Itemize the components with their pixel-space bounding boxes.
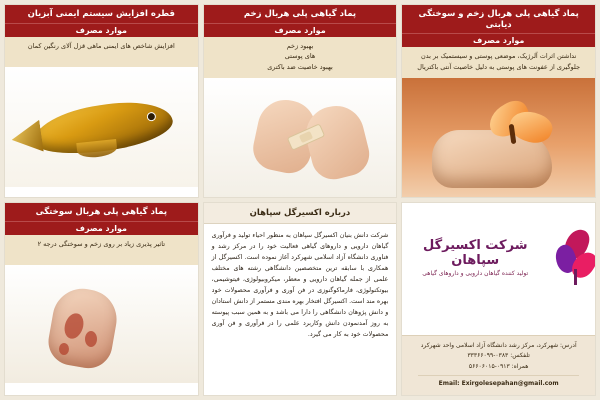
- bullet: های پوستی: [284, 52, 316, 61]
- bottom-row: [4, 202, 596, 396]
- hands-with-bandage-illustration: [204, 78, 397, 198]
- stem-icon: [574, 269, 577, 285]
- card-burnwound-bullets: [402, 47, 595, 78]
- divider: [418, 375, 579, 376]
- golden-fish-illustration: [5, 67, 198, 187]
- top-row: [4, 4, 596, 198]
- company-tagline: تولید کننده گیاهان دارویی و داروهای گیاهی: [422, 269, 529, 277]
- hand-shape: [45, 284, 122, 372]
- card-burn-subtitle: موارد مصرف: [5, 221, 198, 235]
- bullet: نداشتن اثرات آلرژیک، موضعی پوستی و سیستمیک بر بدن: [420, 52, 577, 61]
- flower-logo-icon: [554, 229, 595, 285]
- bullet: بهبود زخم: [286, 41, 314, 50]
- card-burn[interactable]: [4, 202, 199, 396]
- card-burn-bullets: [5, 235, 198, 265]
- card-wound[interactable]: [203, 4, 398, 198]
- bullet: بهبود خاصیت ضد باکتری: [267, 63, 333, 72]
- card-burnwound-subtitle: موارد مصرف: [402, 33, 595, 47]
- company-block: [401, 202, 596, 396]
- about-heading: درباره اکسیرگل سپاهان: [204, 203, 397, 224]
- fish-fin-icon: [76, 139, 117, 159]
- card-fish-subtitle: موارد مصرف: [5, 23, 198, 37]
- burn-wound-mark: [85, 331, 97, 347]
- about-body: شرکت دانش بنیان اکسیرگل سپاهان به منظور احیاء تولید و فرآوری گیاهان دارویی و داروهای گیاهی فعالیت خود را در مرکز رشد و فناوری دانشگاه آزاد اسلامی شهرکرد آغاز نموده است. اکسیرگل از همکاری با سابقه ترین متخصصین دانشگاهی رشته های مختلف علمی از جمله گیاهان دارویی و معطر، میکروبیولوژی، فیتوشیمی، بیوتکنولوژی، فارماکوگنوزی در فن آوری و فرآوری محصولات خود بهره مند است. اکسیرگل افتخار بهره مندی مستمر از دانش استادان و دانش پژوهان دانشگاهی را دارا می باشد و به همین سبب پیوسته به روز آمدنمودن دانش وکاربرد علمی را در فرآوری و فن آوری محصولات خود به کار می گیرد.: [211, 232, 389, 339]
- card-wound-title: پماد گیاهی پلی هربال زخم: [204, 5, 397, 23]
- card-burn-title: پماد گیاهی پلی هربال سوختگی: [5, 203, 198, 221]
- burn-wound-mark: [59, 343, 69, 355]
- about-block: [203, 202, 398, 396]
- card-fish-bullets: [5, 37, 198, 67]
- company-name-block: [402, 238, 548, 277]
- burned-hand-illustration: [5, 265, 198, 383]
- company-mobile: همراه: ۰۹۱۳-۵۶۶۰۶۰۱۵: [468, 362, 529, 370]
- fish-eye-icon: [146, 111, 157, 122]
- card-burnwound[interactable]: [401, 4, 596, 198]
- company-email[interactable]: [408, 379, 589, 389]
- bullet: افزایش شاخص های ایمنی ماهی قزل آلای رنگین کمان: [27, 41, 175, 50]
- bullet: تاثیر پذیری زیاد بر روی زخم و سوختگی درجه ۲: [37, 239, 166, 248]
- contact-block: [402, 335, 595, 395]
- company-address: آدرس: شهرکرد، مرکز رشد دانشگاه آزاد اسلامی واحد شهرکرد: [420, 342, 577, 350]
- card-burnwound-title: پماد گیاهی پلی هربال زخم و سوختگی دیابتی: [402, 5, 595, 33]
- company-phone: تلفکس: ۰۳۸۳-۳۳۳۶۶۰۹۹: [467, 352, 530, 360]
- email-value: Exirgolesepahan@gmail.com: [461, 379, 559, 387]
- company-name: شرکت اکسیرگل سپاهان: [422, 237, 528, 268]
- card-fish-title: قطره افزایش سیستم ایمنی آبزیان: [5, 5, 198, 23]
- card-fish[interactable]: [4, 4, 199, 198]
- hand-with-butterfly-illustration: [402, 78, 595, 198]
- card-wound-bullets: [204, 37, 397, 78]
- card-wound-subtitle: موارد مصرف: [204, 23, 397, 37]
- bullet: جلوگیری از عفونت های پوستی به دلیل خاصیت آنتی باکتریال: [417, 63, 581, 71]
- email-label: Email:: [438, 379, 460, 387]
- company-logo: [402, 203, 595, 285]
